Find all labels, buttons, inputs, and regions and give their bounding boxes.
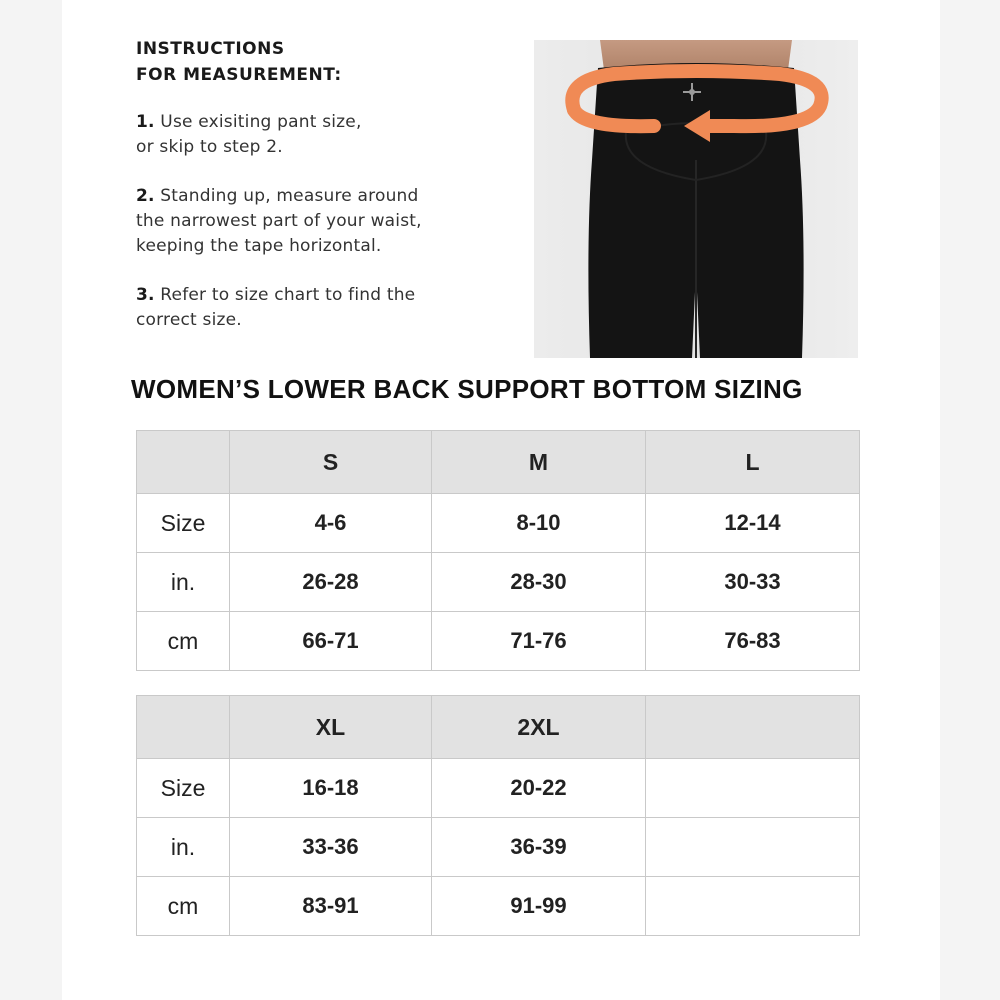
- row-label: cm: [137, 612, 230, 671]
- step-number: 3.: [136, 285, 155, 305]
- header-cell: S: [230, 431, 432, 494]
- table-cell: 12-14: [646, 494, 860, 553]
- table-cell: 20-22: [432, 759, 646, 818]
- instruction-step-1: [136, 110, 516, 160]
- header-cell: [137, 696, 230, 759]
- instructions-title: INSTRUCTIONS FOR MEASUREMENT:: [136, 39, 342, 85]
- header-cell: XL: [230, 696, 432, 759]
- table-cell: 36-39: [432, 818, 646, 877]
- row-label: in.: [137, 553, 230, 612]
- table-cell: 33-36: [230, 818, 432, 877]
- table-cell: 71-76: [432, 612, 646, 671]
- header-cell: M: [432, 431, 646, 494]
- table-row: [137, 494, 860, 553]
- row-label: cm: [137, 877, 230, 936]
- table-header-row: [137, 696, 860, 759]
- table-header-row: [137, 431, 860, 494]
- step-text: Use exisiting pant size, or skip to step 2.: [136, 112, 362, 157]
- table-row: [137, 759, 860, 818]
- table-row: [137, 818, 860, 877]
- table-cell: 26-28: [230, 553, 432, 612]
- table-cell: 16-18: [230, 759, 432, 818]
- instruction-step-2: [136, 184, 516, 259]
- table-cell: 4-6: [230, 494, 432, 553]
- step-number: 2.: [136, 186, 155, 206]
- table-cell: 8-10: [432, 494, 646, 553]
- size-chart-table-2: [136, 695, 860, 936]
- step-text: Standing up, measure around the narrowest part of your waist, keeping the tape horizontal.: [136, 186, 422, 256]
- step-text: Refer to size chart to find the correct size.: [136, 285, 416, 330]
- sizing-chart-title: WOMEN’S LOWER BACK SUPPORT BOTTOM SIZING: [131, 374, 803, 404]
- table-cell: 91-99: [432, 877, 646, 936]
- header-cell: [137, 431, 230, 494]
- table-cell: 30-33: [646, 553, 860, 612]
- table-cell: [646, 759, 860, 818]
- header-cell: 2XL: [432, 696, 646, 759]
- table-cell: 28-30: [432, 553, 646, 612]
- table-cell: 76-83: [646, 612, 860, 671]
- table-row: [137, 612, 860, 671]
- instruction-step-3: [136, 283, 516, 333]
- measurement-instructions: [136, 36, 516, 357]
- header-cell: [646, 696, 860, 759]
- table-row: [137, 877, 860, 936]
- row-label: Size: [137, 759, 230, 818]
- model-leggings-illustration: [534, 40, 858, 358]
- row-label: Size: [137, 494, 230, 553]
- row-label: in.: [137, 818, 230, 877]
- waist-measurement-photo: [534, 40, 858, 358]
- size-chart-table-1: [136, 430, 860, 671]
- step-number: 1.: [136, 112, 155, 132]
- table-cell: [646, 877, 860, 936]
- table-cell: [646, 818, 860, 877]
- header-cell: L: [646, 431, 860, 494]
- table-cell: 66-71: [230, 612, 432, 671]
- table-row: [137, 553, 860, 612]
- table-cell: 83-91: [230, 877, 432, 936]
